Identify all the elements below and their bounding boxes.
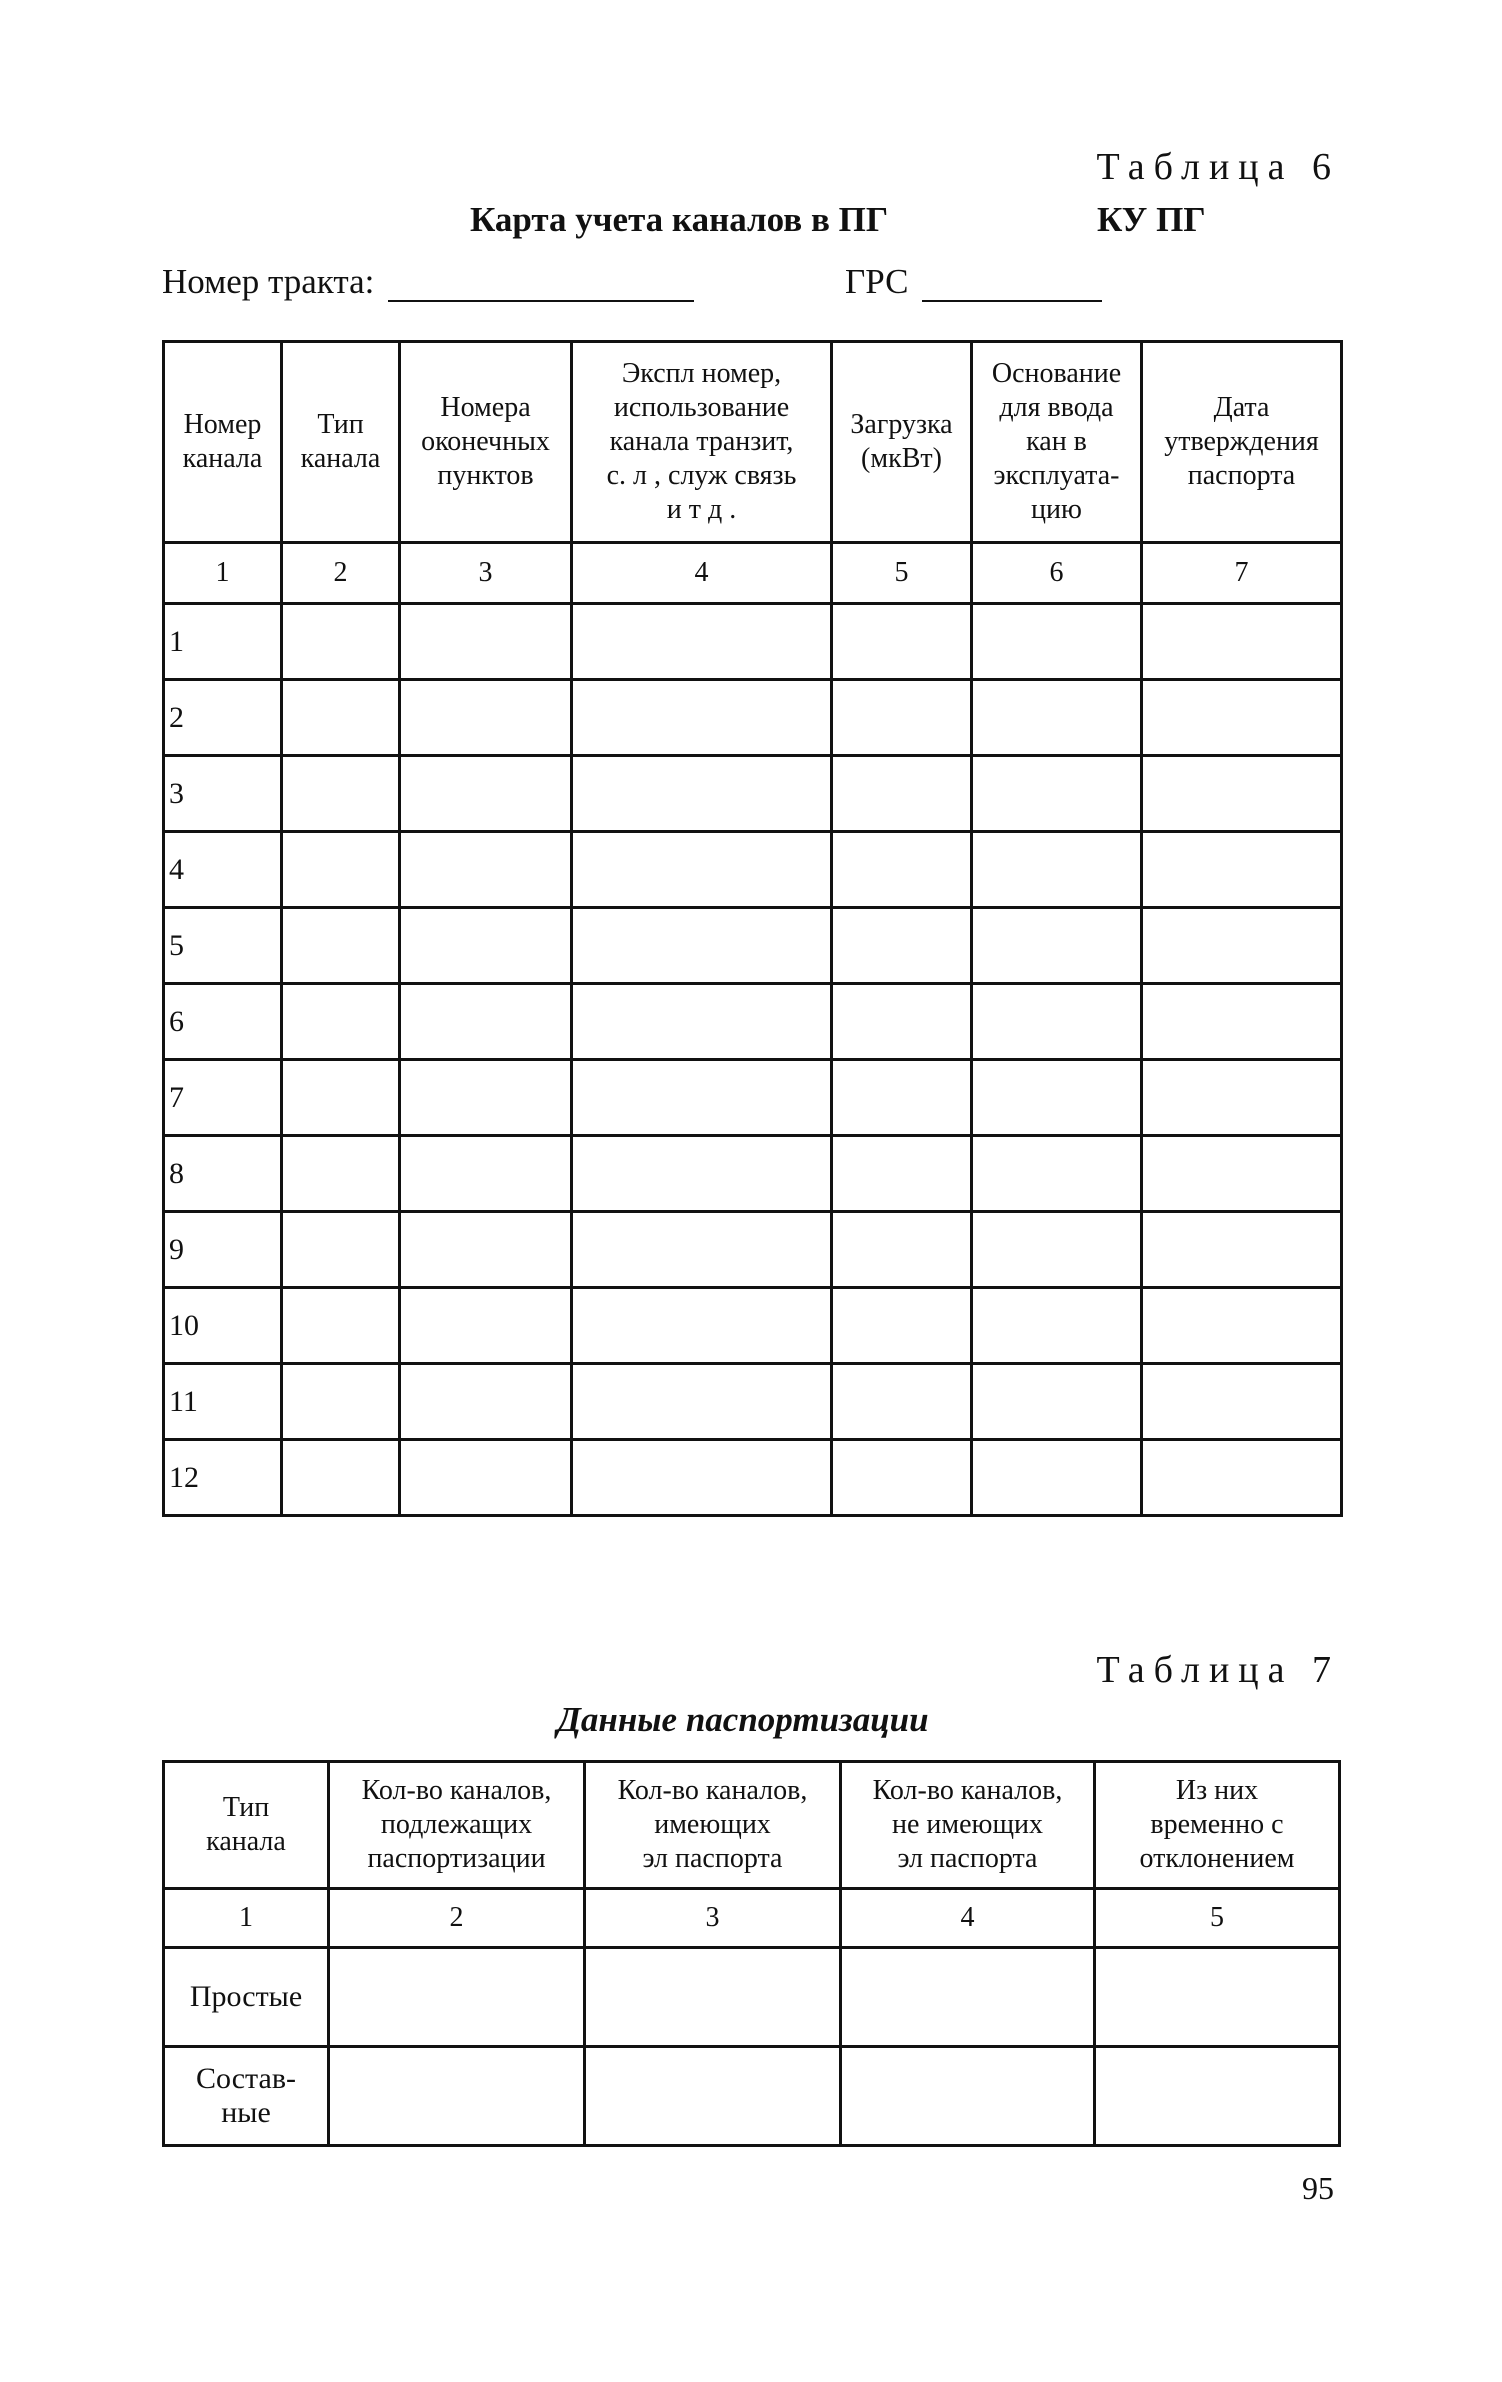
channel-number: 5 xyxy=(164,908,282,984)
empty-cell xyxy=(572,604,832,680)
table6-row xyxy=(164,1212,1342,1288)
empty-cell xyxy=(1142,1212,1342,1288)
empty-cell xyxy=(832,604,972,680)
table6-header-cell: Дата утверждения паспорта xyxy=(1142,342,1342,543)
table7-column-number-row xyxy=(164,1889,1340,1948)
empty-cell xyxy=(841,2047,1095,2146)
table6-row xyxy=(164,908,1342,984)
empty-cell xyxy=(972,680,1142,756)
empty-cell xyxy=(832,1288,972,1364)
table7-label: Таблица 7 xyxy=(1096,1649,1340,1691)
empty-cell xyxy=(282,1440,400,1516)
empty-cell xyxy=(572,680,832,756)
channel-type: Простые xyxy=(164,1948,329,2047)
channel-number: 9 xyxy=(164,1212,282,1288)
table6-row xyxy=(164,604,1342,680)
grs-field xyxy=(845,262,1102,302)
table7-header-cell: Кол-во каналов, имеющих эл паспорта xyxy=(585,1762,841,1889)
table6-row xyxy=(164,680,1342,756)
column-number: 2 xyxy=(282,543,400,604)
empty-cell xyxy=(585,2047,841,2146)
empty-cell xyxy=(972,908,1142,984)
empty-cell xyxy=(972,1364,1142,1440)
table6-row xyxy=(164,832,1342,908)
channel-number: 7 xyxy=(164,1060,282,1136)
empty-cell xyxy=(972,1440,1142,1516)
empty-cell xyxy=(329,2047,585,2146)
channel-number: 10 xyxy=(164,1288,282,1364)
empty-cell xyxy=(832,1060,972,1136)
empty-cell xyxy=(832,908,972,984)
table6-header-cell: Номера оконечных пунктов xyxy=(400,342,572,543)
empty-cell xyxy=(282,1364,400,1440)
empty-cell xyxy=(832,832,972,908)
empty-cell xyxy=(972,1288,1142,1364)
empty-cell xyxy=(972,756,1142,832)
channel-type: Состав- ные xyxy=(164,2047,329,2146)
empty-cell xyxy=(1095,2047,1340,2146)
table6-row xyxy=(164,756,1342,832)
channel-number: 4 xyxy=(164,832,282,908)
empty-cell xyxy=(832,1364,972,1440)
empty-cell xyxy=(400,1440,572,1516)
table6-header-cell: Загрузка (мкВт) xyxy=(832,342,972,543)
table6-column-number-row xyxy=(164,543,1342,604)
empty-cell xyxy=(1142,832,1342,908)
column-number: 3 xyxy=(585,1889,841,1948)
empty-cell xyxy=(1142,908,1342,984)
empty-cell xyxy=(1142,1060,1342,1136)
table7-row xyxy=(164,2047,1340,2146)
empty-cell xyxy=(282,908,400,984)
table7-header-cell: Из них временно с отклонением xyxy=(1095,1762,1340,1889)
table6-header-cell: Тип канала xyxy=(282,342,400,543)
empty-cell xyxy=(400,756,572,832)
empty-cell xyxy=(572,984,832,1060)
empty-cell xyxy=(400,908,572,984)
empty-cell xyxy=(1142,1364,1342,1440)
empty-cell xyxy=(972,1136,1142,1212)
table6-header-cell: Номер канала xyxy=(164,342,282,543)
empty-cell xyxy=(832,1440,972,1516)
empty-cell xyxy=(572,756,832,832)
empty-cell xyxy=(572,1136,832,1212)
table6-row xyxy=(164,1136,1342,1212)
table6-header-cell: Экспл номер, использование канала транзит, с. л , служ связь и т д . xyxy=(572,342,832,543)
empty-cell xyxy=(972,832,1142,908)
table7-title: Данные паспортизации xyxy=(557,1700,929,1739)
empty-cell xyxy=(972,604,1142,680)
empty-cell xyxy=(1142,680,1342,756)
tract-number-label: Номер тракта: xyxy=(162,262,375,301)
empty-cell xyxy=(572,908,832,984)
empty-cell xyxy=(1142,1288,1342,1364)
empty-cell xyxy=(400,1136,572,1212)
table6-row xyxy=(164,1060,1342,1136)
empty-cell xyxy=(572,1212,832,1288)
empty-cell xyxy=(572,1440,832,1516)
empty-cell xyxy=(1142,1440,1342,1516)
column-number: 7 xyxy=(1142,543,1342,604)
channel-number: 12 xyxy=(164,1440,282,1516)
table7-header-row xyxy=(164,1762,1340,1889)
empty-cell xyxy=(282,604,400,680)
empty-cell xyxy=(329,1948,585,2047)
channel-number: 2 xyxy=(164,680,282,756)
empty-cell xyxy=(1142,604,1342,680)
empty-cell xyxy=(832,680,972,756)
table6-title: Карта учета каналов в ПГ xyxy=(470,200,889,239)
empty-cell xyxy=(400,832,572,908)
empty-cell xyxy=(972,1212,1142,1288)
tract-number-field xyxy=(162,262,694,302)
table6-label: Таблица 6 xyxy=(1096,146,1340,188)
channel-number: 8 xyxy=(164,1136,282,1212)
empty-cell xyxy=(282,680,400,756)
column-number: 2 xyxy=(329,1889,585,1948)
table6-header-cell: Основание для ввода кан в эксплуата- цию xyxy=(972,342,1142,543)
channel-number: 11 xyxy=(164,1364,282,1440)
empty-cell xyxy=(572,1364,832,1440)
channel-number: 1 xyxy=(164,604,282,680)
empty-cell xyxy=(400,984,572,1060)
table6-channel-card xyxy=(162,340,1343,1517)
table7-header-cell: Кол-во каналов, не имеющих эл паспорта xyxy=(841,1762,1095,1889)
table6-row xyxy=(164,1288,1342,1364)
empty-cell xyxy=(585,1948,841,2047)
empty-cell xyxy=(400,1364,572,1440)
table6-row xyxy=(164,1364,1342,1440)
empty-cell xyxy=(972,1060,1142,1136)
empty-cell xyxy=(282,832,400,908)
column-number: 4 xyxy=(572,543,832,604)
table6-row xyxy=(164,1440,1342,1516)
column-number: 5 xyxy=(832,543,972,604)
empty-cell xyxy=(972,984,1142,1060)
empty-cell xyxy=(572,1060,832,1136)
column-number: 3 xyxy=(400,543,572,604)
column-number: 1 xyxy=(164,1889,329,1948)
empty-cell xyxy=(841,1948,1095,2047)
empty-cell xyxy=(282,756,400,832)
column-number: 6 xyxy=(972,543,1142,604)
empty-cell xyxy=(832,1212,972,1288)
table7-header-cell: Кол-во каналов, подлежащих паспортизации xyxy=(329,1762,585,1889)
grs-label: ГРС xyxy=(845,262,909,301)
empty-cell xyxy=(572,1288,832,1364)
column-number: 5 xyxy=(1095,1889,1340,1948)
table7-header-cell: Тип канала xyxy=(164,1762,329,1889)
empty-cell xyxy=(832,1136,972,1212)
empty-cell xyxy=(400,604,572,680)
table6-header-row xyxy=(164,342,1342,543)
empty-cell xyxy=(1142,1136,1342,1212)
channel-number: 6 xyxy=(164,984,282,1060)
empty-cell xyxy=(282,984,400,1060)
empty-cell xyxy=(400,1212,572,1288)
page-number: 95 xyxy=(1302,2170,1334,2206)
empty-cell xyxy=(1142,984,1342,1060)
empty-cell xyxy=(1095,1948,1340,2047)
empty-cell xyxy=(400,1060,572,1136)
empty-cell xyxy=(832,756,972,832)
empty-cell xyxy=(832,984,972,1060)
table6-code: КУ ПГ xyxy=(1097,200,1206,239)
table7-passport-data xyxy=(162,1760,1341,2147)
empty-cell xyxy=(282,1060,400,1136)
empty-cell xyxy=(400,680,572,756)
tract-number-blank xyxy=(388,270,694,302)
column-number: 4 xyxy=(841,1889,1095,1948)
table7-row xyxy=(164,1948,1340,2047)
empty-cell xyxy=(282,1136,400,1212)
empty-cell xyxy=(282,1288,400,1364)
empty-cell xyxy=(572,832,832,908)
column-number: 1 xyxy=(164,543,282,604)
channel-number: 3 xyxy=(164,756,282,832)
empty-cell xyxy=(1142,756,1342,832)
empty-cell xyxy=(400,1288,572,1364)
table6-row xyxy=(164,984,1342,1060)
empty-cell xyxy=(282,1212,400,1288)
grs-blank xyxy=(922,270,1102,302)
